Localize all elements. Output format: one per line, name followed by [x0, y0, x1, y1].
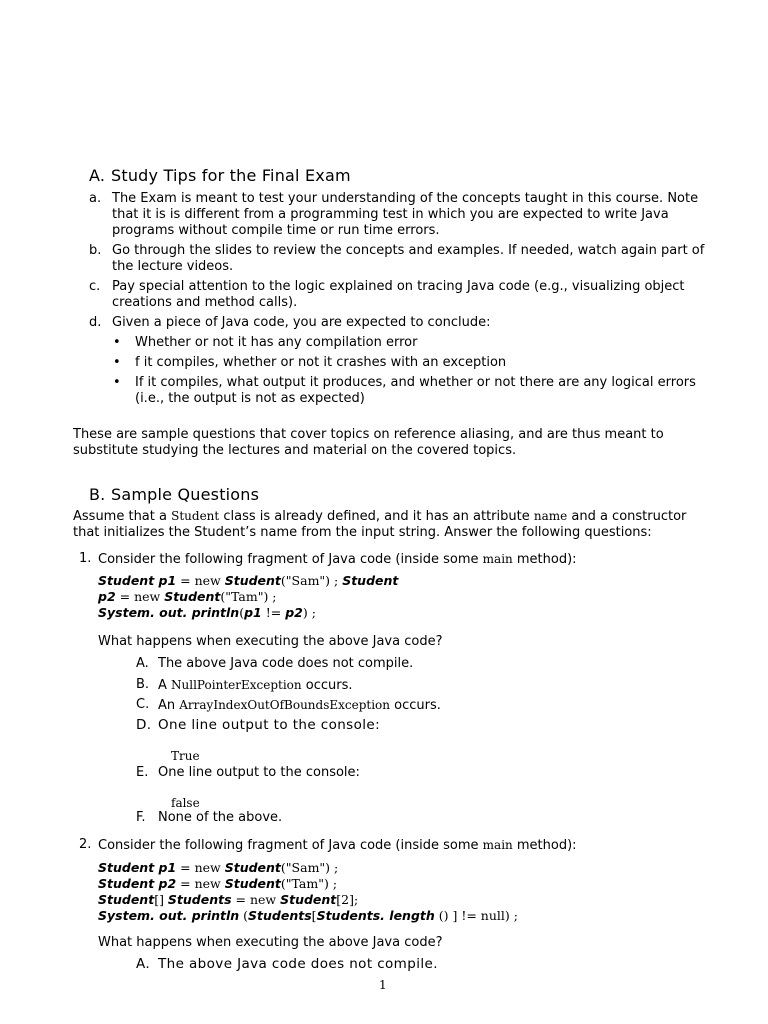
- section-b-title: Sample Questions: [111, 485, 260, 504]
- option-marker: C.: [136, 697, 150, 712]
- code-line: System. out. println (Students[Students. length () ] != null) ;: [98, 908, 518, 923]
- option-text: None of the above.: [158, 810, 283, 825]
- section-b-heading: [89, 485, 259, 504]
- question-1-prompt: method):: [512, 552, 577, 567]
- intro-paragraph: [73, 508, 705, 541]
- option-marker: D.: [136, 717, 152, 733]
- bullet-text: Whether or not it has any compilation error: [135, 335, 418, 350]
- tip-d-text: Given a piece of Java code, you are expected to conclude:: [112, 315, 491, 330]
- bullet-symbol: •: [113, 355, 121, 370]
- bullet-symbol: •: [113, 335, 121, 350]
- question-1-prompt-code: main: [482, 552, 513, 566]
- option-code: ArrayIndexOutOfBoundsException: [179, 698, 391, 712]
- q1-option-a: [136, 656, 414, 672]
- option-text: A: [158, 678, 172, 693]
- q2-option-a: [136, 956, 438, 972]
- option-code: NullPointerException: [171, 678, 302, 692]
- note-paragraph: These are sample questions that cover topics on reference aliasing, and are thus meant to substitute studying the lectures and material on the covered topics.: [73, 427, 664, 458]
- bullet-item: [113, 335, 705, 351]
- option-marker: A.: [136, 956, 151, 972]
- question-2-prompt: Consider the following fragment of Java code (inside some: [98, 838, 483, 853]
- code-line: p2 = new Student("Tam") ;: [98, 589, 277, 604]
- option-marker: E.: [136, 765, 149, 780]
- question-2-number: 2.: [79, 837, 92, 852]
- code-line: System. out. println(p1 != p2) ;: [98, 605, 316, 620]
- code-line: Student p1 = new Student("Sam") ;: [98, 860, 339, 875]
- q1-option-d: [136, 717, 381, 733]
- section-b-marker: B.: [89, 485, 106, 504]
- code-line: Student p1 = new Student("Sam") ; Student: [98, 573, 399, 588]
- code-line: Student[] Students = new Student[2];: [98, 892, 359, 907]
- bullet-item: [113, 375, 705, 407]
- q1-option-e-output: false: [171, 796, 200, 810]
- tip-d: [89, 315, 708, 331]
- tip-c-marker: c.: [89, 279, 101, 294]
- tip-c: [89, 279, 708, 311]
- option-text: occurs.: [390, 698, 441, 713]
- bullet-text: If it compiles, what output it produces, and whether or not there are any logical errors (i.e., the output is not as expected): [135, 375, 696, 406]
- q1-option-d-output: True: [171, 749, 200, 763]
- tip-c-text: Pay special attention to the logic explained on tracing Java code (e.g., visualizing object creations and method calls).: [112, 279, 685, 310]
- tip-b-text: Go through the slides to review the concepts and examples. If needed, watch again part of the lecture videos.: [112, 243, 705, 274]
- option-marker: A.: [136, 656, 149, 671]
- option-text: One line output to the console:: [158, 765, 360, 780]
- tip-d-marker: d.: [89, 315, 102, 330]
- option-marker: B.: [136, 677, 150, 692]
- question-1: [79, 551, 698, 568]
- section-a-heading: [89, 166, 351, 185]
- tip-a-marker: a.: [89, 191, 102, 206]
- option-text: The above Java code does not compile.: [158, 956, 438, 972]
- option-text: occurs.: [301, 678, 353, 693]
- section-a-marker: A.: [89, 166, 106, 185]
- bullet-text: f it compiles, whether or not it crashes with an exception: [135, 355, 507, 370]
- tip-a: [89, 191, 708, 239]
- tip-b: [89, 243, 708, 275]
- intro-text: and a constructor that initializes the Student’s name from the input string. Answer the following questions:: [73, 509, 687, 540]
- question-1-number: 1.: [79, 551, 92, 566]
- tip-b-marker: b.: [89, 243, 102, 258]
- option-marker: F.: [136, 810, 146, 825]
- question-2-prompt-code: main: [482, 838, 513, 852]
- bullet-symbol: •: [113, 375, 121, 390]
- q1-option-f: [136, 810, 283, 826]
- question-2-question: What happens when executing the above Java code?: [98, 935, 443, 950]
- q1-option-e: [136, 765, 360, 781]
- q1-option-c: [136, 697, 441, 714]
- option-text: One line output to the console:: [158, 717, 381, 733]
- question-2-prompt: method):: [512, 838, 577, 853]
- intro-text: Assume that a: [73, 509, 172, 524]
- option-text: The above Java code does not compile.: [158, 656, 414, 671]
- question-1-prompt: Consider the following fragment of Java code (inside some: [98, 552, 483, 567]
- intro-code-student: Student: [171, 509, 220, 523]
- option-text: An: [158, 698, 180, 713]
- intro-text: class is already defined, and it has an attribute: [219, 509, 534, 524]
- page-number: 1: [379, 978, 387, 992]
- question-2-code: [98, 860, 518, 924]
- intro-code-name: name: [533, 509, 568, 523]
- question-1-code: [98, 573, 398, 621]
- bullet-item: [113, 355, 705, 371]
- question-1-question: What happens when executing the above Java code?: [98, 634, 443, 649]
- q1-option-b: [136, 677, 353, 694]
- question-2: [79, 837, 698, 854]
- tip-a-text: The Exam is meant to test your understanding of the concepts taught in this course. Note that it is is different from a programming test in which you are expected to write Java programs without compile time or run time errors.: [112, 191, 699, 238]
- section-a-title: Study Tips for the Final Exam: [111, 166, 351, 185]
- code-line: Student p2 = new Student("Tam") ;: [98, 876, 338, 891]
